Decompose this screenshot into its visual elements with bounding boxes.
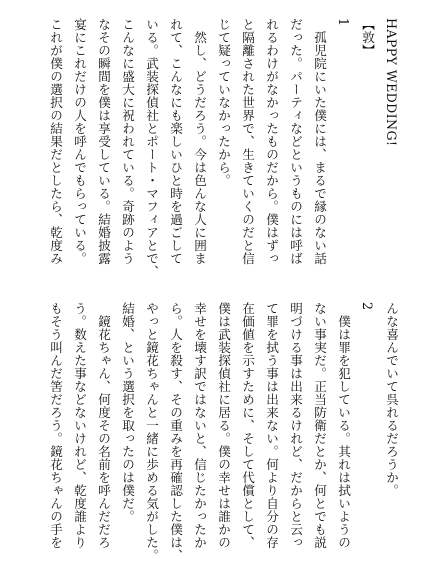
section-number: 2	[360, 302, 375, 311]
top-text-block	[43, 18, 403, 280]
text-line: う。数えた事などないけれど、乾度誰より	[72, 302, 87, 549]
text-line: れるわけがなかったものだから。僕はずっ	[264, 18, 279, 265]
text-line: ら。人を殺す、その重みを再確認した僕は、	[168, 302, 183, 562]
text-line: 明づける事は出来るけれど、だからと云っ	[288, 302, 303, 549]
text-line: 在価値を示すために、そして代償として、	[240, 302, 255, 549]
text-line: こんなに盛大に祝われている。奇跡のよう	[120, 18, 135, 265]
text-line: 鏡花ちゃん、何度その名前を呼んだだろ	[96, 302, 111, 549]
text-line: 然し、どうだろう。今は色んな人に囲ま	[192, 18, 207, 265]
text-line: やっと鏡花ちゃんと一緒に歩める気がした。	[144, 302, 159, 562]
bottom-text-block	[43, 302, 403, 564]
text-line: だった。パーティなどというものには呼ば	[288, 18, 303, 265]
text-line: 幸せを壊す訳ではないと、信じたかったか	[192, 302, 207, 549]
text-line: 僕は罪を犯している。其れは拭いようの	[336, 302, 351, 549]
text-line: 孤児院にいた僕には、まるで縁のない話	[312, 18, 327, 265]
text-line: これが僕の選択の結果だとしたら、乾度み	[48, 18, 63, 265]
text-line: もそう叫んだ筈だろう。鏡花ちゃんの手を	[48, 302, 63, 549]
text-line: と隔離された世界で、生きていくのだと信	[240, 18, 255, 265]
text-line: じて疑っていなかったから。	[216, 18, 231, 187]
author-tag: 【敦】	[360, 18, 375, 57]
text-line: て罪を拭う事は出来ない。何より自分の存	[264, 302, 279, 549]
text-line: 結婚、という選択を取ったのは僕だ。	[120, 302, 135, 523]
text-line: んな喜んでいて呉れるだろうか。	[384, 302, 399, 497]
document-title: HAPPY WEDDING!	[384, 18, 399, 147]
text-line: れて、こんなにも楽しいひと時を過ごして	[168, 18, 183, 265]
text-line: いる。武装探偵社とポート・マフィアとで、	[144, 18, 159, 278]
text-line: なその瞬間を僕は享受している。結婚披露	[96, 18, 111, 265]
text-line: ない事実だ。正当防衛だとか、何とでも説	[312, 302, 327, 549]
text-line: 宴にこれだけの人を呼んでもらっている。	[72, 18, 87, 265]
text-line: 僕は武装探偵社に居る。僕の幸せは誰かの	[216, 302, 231, 549]
section-number: 1	[336, 18, 351, 27]
